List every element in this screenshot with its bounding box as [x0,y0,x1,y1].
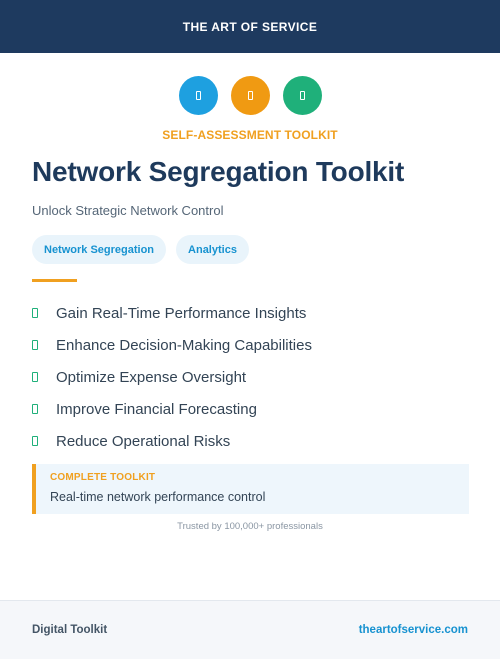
website-link[interactable]: theartofservice.com [358,624,468,636]
benefit-list [32,297,312,457]
callout-text: Real-time network performance control [50,490,266,504]
check-icon [32,308,38,318]
feature-icons [0,76,500,115]
top-banner [0,0,500,53]
list-item [32,425,312,457]
glyph-icon [300,91,305,100]
footer [0,600,500,659]
check-icon [32,404,38,414]
trusted-note: Trusted by 100,000+ professionals [177,521,323,532]
accent-divider [32,279,77,282]
tag-analytics[interactable]: Analytics [176,235,249,264]
list-item [32,329,312,361]
callout-label: COMPLETE TOOLKIT [50,472,156,483]
feature-icon-3 [283,76,322,115]
glyph-icon [248,91,253,100]
feature-icon-1 [179,76,218,115]
tag-list [32,235,249,264]
benefit-text: Optimize Expense Oversight [56,368,247,386]
brand-name: THE ART OF SERVICE [182,19,318,34]
kicker-label: SELF-ASSESSMENT TOOLKIT [162,128,338,142]
complete-toolkit-callout [32,464,469,514]
benefit-text: Improve Financial Forecasting [56,400,257,418]
list-item [32,393,312,425]
benefit-text: Reduce Operational Risks [56,432,231,450]
list-item [32,297,312,329]
page-title: Network Segregation Toolkit [32,156,405,187]
list-item [32,361,312,393]
check-icon [32,436,38,446]
check-icon [32,372,38,382]
glyph-icon [196,91,201,100]
tag-network-segregation[interactable]: Network Segregation [32,235,166,264]
benefit-text: Enhance Decision-Making Capabilities [56,336,312,354]
check-icon [32,340,38,350]
feature-icon-2 [231,76,270,115]
footer-label: Digital Toolkit [32,624,108,636]
benefit-text: Gain Real-Time Performance Insights [56,304,307,322]
page-subtitle: Unlock Strategic Network Control [32,203,224,218]
